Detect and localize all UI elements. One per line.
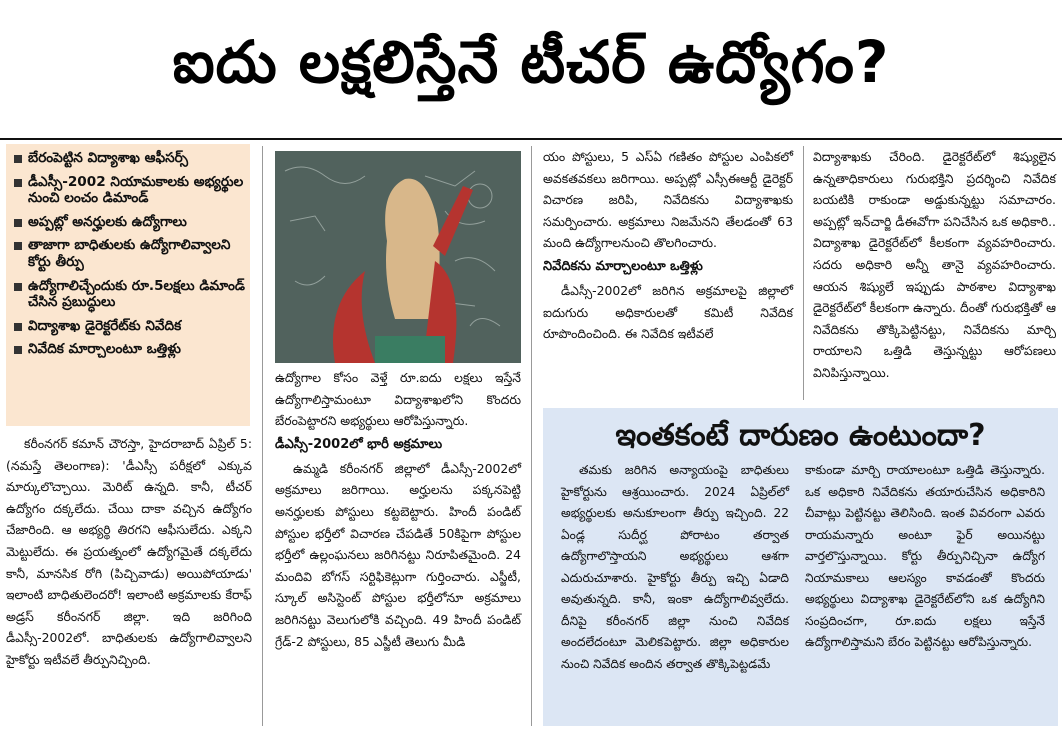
subheading: డీఎస్సీ-2002లో భారీ అక్రమాలు: [275, 436, 443, 452]
article-paragraph: కాకుండా మార్చి రాయాలంటూ ఒత్తిడి తెస్తున్నారు. ఒక అధికారి నివేదికను తయారుచేసిన అధికారిని చీవాట్లు పెట్టినట్టు తెలిసింది. ఇంత వివరంగా ఎవరు రాయమన్నారు అంటూ ఫైర్ అయినట్టు వార్తలొస్తున్నాయి. కోర్టు తీర్పునిచ్చినా ఉద్యోగ నియామకాలు ఆలస్యం కావడంతో కొందరు అభ్యర్థులు విద్యాశాఖ డైరెక్టరేట్‌లోని ఒక ఉద్యోగిని సంప్రదించగా, రూ.ఐదు లక్షలు ఇస్తేనే ఉద్యోగాలిస్తామని బేరం పెట్టినట్టు ఆరోపిస్తున్నారు.: [805, 463, 1045, 649]
column-divider: [803, 146, 804, 400]
highlight-item: నివేదిక మార్చాలంటూ ఒత్తిళ్లు: [12, 341, 246, 358]
article-paragraph: ఉమ్మడి కరీంనగర్ జిల్లాలో డీఎస్సీ-2002లో అక్రమాలు జరిగాయి. అర్హులను పక్కనపెట్టి అనర్హులకు పోస్టులు కట్టబెట్టారు. హిందీ పండిట్ పోస్టుల భర్తీలో విచారణ చేపడితే 50కిపైగా పోస్టుల భర్తీలో ఉల్లంఘనలు జరిగినట్టు నిరూపితమైంది. 24 మందివి బోగస్ సర్టిఫికెట్లుగా గుర్తించారు. ఎస్జీటీ, స్కూల్ అసిస్టెంట్ పోస్టుల భర్తీలోనూ అక్రమాలు జరిగినట్టు వెలుగులోకి వచ్చింది. 49 హిందీ పండిట్ గ్రేడ్-2 పోస్టులు, 85 ఎస్జీటీ తెలుగు మీడి: [275, 460, 521, 649]
article-paragraph: కరీంనగర్ కమాన్ చౌరస్తా, హైదరాబాద్ ఏప్రిల్ 5: (నమస్తే తెలంగాణ): 'డీఎస్సీ పరీక్షలో ఎక్కువ మార్కులొచ్చాయి. మెరిట్ ఉన్నది. కానీ, టీచర్ ఉద్యోగం దక్కలేదు. చేయి దాకా వచ్చిన ఉద్యోగం చేజారింది. ఆ అభ్యర్థి తిరగని ఆఫీసులేదు. ఎక్కని మెట్టులేదు. ఈ ప్రయత్నంలో ఉద్యోగమైతే దక్కలేదు కానీ, మానసిక రోగి (పిచ్చివాడు) అయిపోయాడు' ఇలాంటి బాధితులెందరో! ఇలాంటి అక్రమాలకు కేరాఫ్ అడ్రస్ కరీంనగర్ జిల్లా. ఇది జరిగింది డీఎస్సీ-2002లో. బాధితులకు ఉద్యోగాలివ్వాలని హైకోర్టు ఇటీవలే తీర్పునిచ్చింది.: [6, 436, 252, 667]
sidebar-story-title: ఇంతకంటే దారుణం ఉంటుందా?: [615, 418, 986, 453]
headline: ఐదు లక్షలిస్తేనే టీచర్ ఉద్యోగం?: [172, 27, 890, 96]
highlight-item: విద్యాశాఖ డైరెక్టరేట్‌కు నివేదిక: [12, 318, 246, 335]
highlight-item: తాజాగా బాధితులకు ఉద్యోగాలివ్వాలని కోర్టు తీర్పు: [12, 237, 246, 270]
highlight-item: అప్పట్లో అనర్హులకు ఉద్యోగాలు: [12, 214, 246, 231]
column-divider: [262, 146, 263, 726]
article-paragraph: యం పోస్టులు, 5 ఎస్ఏ గణితం పోస్టుల ఎంపికలో అవకతవకలు జరిగాయి. అప్పట్లో ఎస్సీఈఆర్టీ డైరెక్టర్ విచారణ జరిపి, నివేదికను విద్యాశాఖకు సమర్పించారు. అక్రమాలు నిజమేనని తేలడంతో 63 మంది ఉద్యోగాలనుంచి తొలగించారు.: [543, 149, 793, 251]
article-paragraph: తమకు జరిగిన అన్యాయంపై బాధితులు హైకోర్టును ఆశ్రయించారు. 2024 ఏప్రిల్‌లో అభ్యర్థులకు అనుకూలంగా తీర్పు ఇచ్చింది. 22 ఏండ్ల సుదీర్ఘ పోరాటం తర్వాత ఉద్యోగాలొస్తాయని అభ్యర్థులు ఆశగా ఎదురుచూశారు. హైకోర్టు తీర్పు ఇచ్చి ఏడాది అవుతున్నది. కానీ, ఇంకా ఉద్యోగాలివ్వలేదు. దీనిపై కరీంనగర్ జిల్లా నుంచి నివేదిక అందలేదంటూ మెలికపెట్టారు. జిల్లా అధికారుల నుంచి నివేదిక అందిన తర్వాత తొక్కిపెట్టడమే: [561, 463, 789, 671]
article-column-3: [543, 146, 793, 345]
article-column-1: [6, 433, 252, 671]
article-column-2: [275, 367, 521, 652]
article-paragraph: విద్యాశాఖకు చేరింది. డైరెక్టరేట్‌లో శిష్యులైన ఉన్నతాధికారులు గురుభక్తిని ప్రదర్శించి నివేదిక బయటికి రాకుండా అడ్డుకున్నట్టు సమాచారం. అప్పట్లో ఇన్‌చార్జి డీఈవోగా పనిచేసిన ఒక అధికారి.. విద్యాశాఖ డైరెక్టరేట్‌లో కీలకంగా వ్యవహరించారు. సదరు అధికారి అన్నీ తానై వ్యవహరించారు. ఆయన శిష్యులే ఇప్పుడు పాఠశాల విద్యాశాఖ డైరెక్టరేట్‌లో కీలకంగా ఉన్నారు. దీంతో గురుభక్తితో ఆ నివేదికను తొక్కిపెట్టినట్టు, నివేదికను మార్చి రాయాలని ఒత్తిడి తెస్తున్నట్టు ఆరోపణలు వినిపిస్తున్నాయి.: [813, 149, 1056, 380]
sidebar-column-right: [805, 460, 1045, 654]
article-column-4: [813, 146, 1056, 384]
article-paragraph: ఉద్యోగాల కోసం వెళ్తే రూ.ఐదు లక్షలు ఇస్తేనే ఉద్యోగాలిస్తామంటూ విద్యాశాఖలోని కొందరు బేరంపెట్టారని అభ్యర్థులు ఆరోపిస్తున్నారు.: [275, 370, 521, 429]
column-divider: [531, 146, 532, 726]
highlight-item: బేరంపెట్టిన విద్యాశాఖ ఆఫీసర్స్: [12, 150, 246, 167]
highlights-box: [6, 144, 250, 426]
highlight-item: ఉద్యోగాలిచ్చేందుకు రూ.5లక్షలు డిమాండ్ చేసిన ప్రబుద్ధులు: [12, 278, 246, 311]
highlight-item: డీఎస్సీ-2002 నియామకాలకు అభ్యర్థుల నుంచి లంచం డిమాండ్: [12, 174, 246, 207]
sidebar-story-box: [543, 408, 1058, 726]
sidebar-column-left: [561, 460, 789, 675]
headline-underline: [0, 138, 1062, 140]
teacher-chalkboard-photo: [275, 151, 521, 363]
subheading: నివేదికను మార్చాలంటూ ఒత్తిళ్లు: [543, 258, 703, 274]
article-paragraph: డీఎస్సీ-2002లో జరిగిన అక్రమాలపై జిల్లాలో ఐదుగురు అధికారులతో కమిటీ నివేదిక రూపొందించింది. ఈ నివేదిక ఇటీవలే: [543, 282, 793, 342]
